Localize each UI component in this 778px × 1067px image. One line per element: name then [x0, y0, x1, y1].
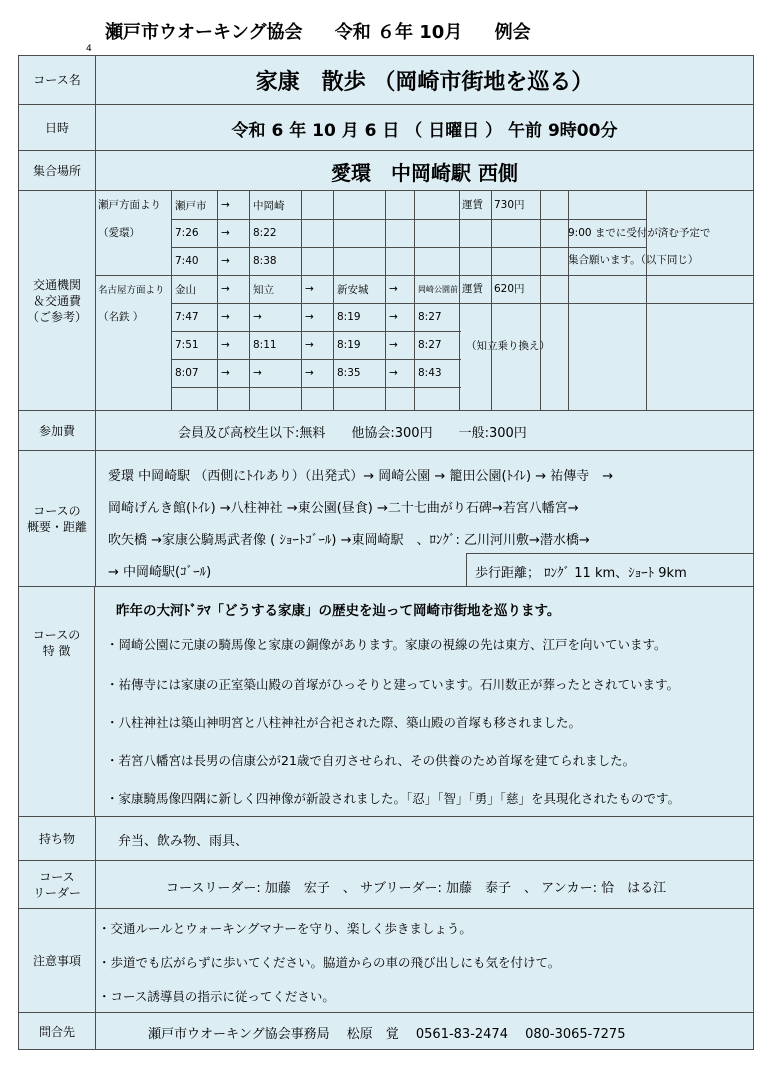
row-leaders	[19, 860, 753, 909]
seto-header-cell: 瀬戸市	[175, 199, 207, 212]
nagoya-fare: 620円	[494, 283, 525, 295]
overview-line-1: 愛環 中岡崎駅 （西側にﾄｲﾚあり）（出発式）→ 岡崎公園 → 籠田公園(ﾄｲﾚ) → 祐傳寺 →	[108, 469, 614, 484]
seto-time-cell: 7:26	[175, 227, 199, 239]
nagoya-time-cell: 7:47	[175, 311, 199, 323]
contact-value: 瀬戸市ウオーキング協会事務局 松原 覚 0561-83-2474 080-3065-7275	[148, 1027, 626, 1042]
row-fee	[19, 410, 753, 451]
row-features	[19, 586, 753, 817]
nagoya-fare-label: 運賃	[462, 283, 483, 295]
row-meeting	[19, 150, 753, 191]
nagoya-time-cell: →	[305, 339, 314, 351]
nagoya-time-cell: 8:11	[253, 339, 277, 351]
features-title: 昨年の大河ﾄﾞﾗﾏ「どうする家康」の歴史を辿って岡崎市街地を巡ります。	[116, 603, 561, 619]
label-fee: 参加費	[19, 411, 96, 451]
nagoya-from: 名古屋方面より	[98, 284, 165, 296]
feature-item: ・若宮八幡宮は長男の信康公が21歳で自刃させられ、その供養のため首塚を建てられました。	[106, 753, 636, 768]
grid-line	[171, 247, 646, 248]
row-notes	[19, 908, 753, 1013]
seto-fare-label: 運賃	[462, 199, 483, 211]
seto-header-cell: →	[221, 199, 230, 211]
meeting-place: 愛環 中岡崎駅 西側	[331, 160, 518, 185]
nagoya-header-cell: 岡崎公園前	[418, 284, 458, 294]
nagoya-time-cell: 8:19	[337, 339, 361, 351]
nagoya-time-cell: →	[389, 367, 398, 379]
course-name: 家康 散歩 （岡崎市街地を巡る）	[255, 69, 594, 95]
grid-line	[568, 191, 569, 411]
grid-line	[171, 387, 461, 388]
page-mark: 4	[86, 44, 92, 54]
label-transport: 交通機関 ＆交通費 （ご参考）	[19, 191, 96, 411]
transport-note: 9:00 までに受付が済む予定で 集合願います。（以下同じ）	[568, 227, 711, 266]
grid-line	[249, 191, 250, 411]
feature-item: ・家康騎馬像四隅に新しく四神像が新設されました。「忍」「智」「勇」「慈」を具現化されたものです。	[106, 791, 681, 806]
label-leaders: コース リーダー	[19, 861, 96, 909]
row-contact	[19, 1012, 753, 1050]
grid-line	[385, 191, 386, 411]
header-type: 例会	[494, 22, 531, 43]
nagoya-header-cell: →	[221, 283, 230, 295]
nagoya-header-cell: 知立	[253, 283, 274, 296]
grid-line	[414, 191, 415, 411]
seto-fare: 730円	[494, 199, 525, 211]
nagoya-time-cell: →	[389, 311, 398, 323]
seto-line: （愛環）	[98, 227, 140, 239]
grid-line	[171, 191, 172, 411]
seto-from: 瀬戸方面より	[98, 199, 161, 211]
row-overview	[19, 450, 753, 587]
nagoya-time-cell: 8:07	[175, 367, 199, 379]
distance-value: 歩行距離； ﾛﾝｸﾞ 11 km、ｼｮｰﾄ 9km	[475, 566, 687, 581]
nagoya-line: （名鉄 ）	[98, 311, 144, 323]
seto-time-cell: →	[221, 255, 230, 267]
nagoya-time-cell: 8:43	[418, 367, 442, 379]
nagoya-time-cell: 8:19	[337, 311, 361, 323]
leaders-value: コースリーダー: 加藤 宏子 、 サブリーダー: 加藤 泰子 、 アンカー: 恰 はる江	[166, 881, 667, 896]
overview-line-4: → 中岡崎駅(ｺﾞｰﾙ)	[108, 565, 212, 580]
feature-item: ・祐傳寺には家康の正室築山殿の首塚がひっそりと建っています。石川数正が葬ったとされています。	[106, 677, 680, 692]
nagoya-time-cell: →	[305, 311, 314, 323]
grid-line	[171, 219, 646, 220]
grid-line	[540, 191, 541, 411]
feature-item: ・八柱神社は築山神明宮と八柱神社が合祀された際、築山殿の首塚も移されました。	[106, 715, 582, 730]
distance-box	[466, 553, 753, 587]
grid-line	[491, 191, 492, 411]
row-datetime	[19, 104, 753, 151]
page-header	[105, 18, 557, 44]
note-item: ・歩道でも広がらずに歩いてください。脇道からの車の飛び出しにも気を付けて。	[98, 955, 561, 970]
grid-line	[301, 191, 302, 411]
nagoya-header-cell: 金山	[175, 283, 196, 296]
note-item: ・交通ルールとウォーキングマナーを守り、楽しく歩きましょう。	[98, 921, 472, 936]
overview-line-2: 岡崎げんき館(ﾄｲﾚ) →八柱神社 →東公園(昼食) →二十七曲がり石碑→若宮八幡宮→	[108, 501, 579, 516]
nagoya-header-cell: 新安城	[337, 283, 369, 296]
label-datetime: 日時	[19, 105, 96, 151]
nagoya-time-cell: 8:35	[337, 367, 361, 379]
transport-timetable	[96, 191, 753, 411]
belongings-value: 弁当、飲み物、雨具、	[118, 834, 249, 849]
nagoya-header-cell: →	[389, 283, 398, 295]
seto-header-cell: 中岡崎	[253, 199, 285, 212]
seto-time-cell: 7:40	[175, 255, 199, 267]
header-era: 令和 ６年 10月	[334, 22, 463, 43]
row-course-name	[19, 56, 753, 104]
grid-line	[217, 191, 218, 411]
note-item: ・コース誘導員の指示に従ってください。	[98, 989, 335, 1004]
nagoya-time-cell: →	[221, 367, 230, 379]
overview-line-3: 吹矢橋 →家康公騎馬武者像 ( ｼｮｰﾄｺﾞｰﾙ) →東岡崎駅 、ﾛﾝｸﾞ: 乙川河川敷→潜水橋→	[108, 533, 590, 548]
nagoya-time-cell: 8:27	[418, 311, 442, 323]
nagoya-time-cell: →	[253, 367, 262, 379]
label-overview: コースの 概要・距離	[19, 451, 96, 587]
nagoya-time-cell: 7:51	[175, 339, 199, 351]
nagoya-time-cell: →	[221, 311, 230, 323]
seto-time-cell: 8:22	[253, 227, 277, 239]
label-meeting: 集合場所	[19, 151, 96, 191]
label-course-name: コース名	[19, 56, 96, 104]
event-table	[18, 55, 754, 1050]
row-belongings	[19, 816, 753, 861]
header-org: 瀬戸市ウオーキング協会	[105, 22, 303, 43]
nagoya-header-cell: →	[305, 283, 314, 295]
label-belongings: 持ち物	[19, 817, 96, 861]
nagoya-time-cell: 8:27	[418, 339, 442, 351]
seto-time-cell: 8:38	[253, 255, 277, 267]
datetime-value: 令和 6 年 10 月 6 日 （ 日曜日 ） 午前 9時00分	[231, 120, 618, 141]
nagoya-time-cell: →	[253, 311, 262, 323]
grid-line	[646, 191, 647, 411]
seto-time-cell: →	[221, 227, 230, 239]
label-features: コースの 特 徴	[19, 587, 95, 817]
grid-line	[333, 191, 334, 411]
nagoya-time-cell: →	[389, 339, 398, 351]
label-contact: 問合先	[19, 1013, 96, 1050]
grid-line	[459, 191, 460, 411]
nagoya-time-cell: →	[305, 367, 314, 379]
row-transport	[19, 190, 753, 411]
fee-value: 会員及び高校生以下:無料 他協会:300円 一般:300円	[178, 426, 527, 441]
feature-item: ・岡崎公園に元康の騎馬像と家康の銅像があります。家康の視線の先は東方、江戸を向いています。	[106, 637, 667, 652]
label-notes: 注意事項	[19, 909, 96, 1013]
nagoya-time-cell: →	[221, 339, 230, 351]
transfer-note: （知立乗り換え）	[466, 339, 550, 352]
